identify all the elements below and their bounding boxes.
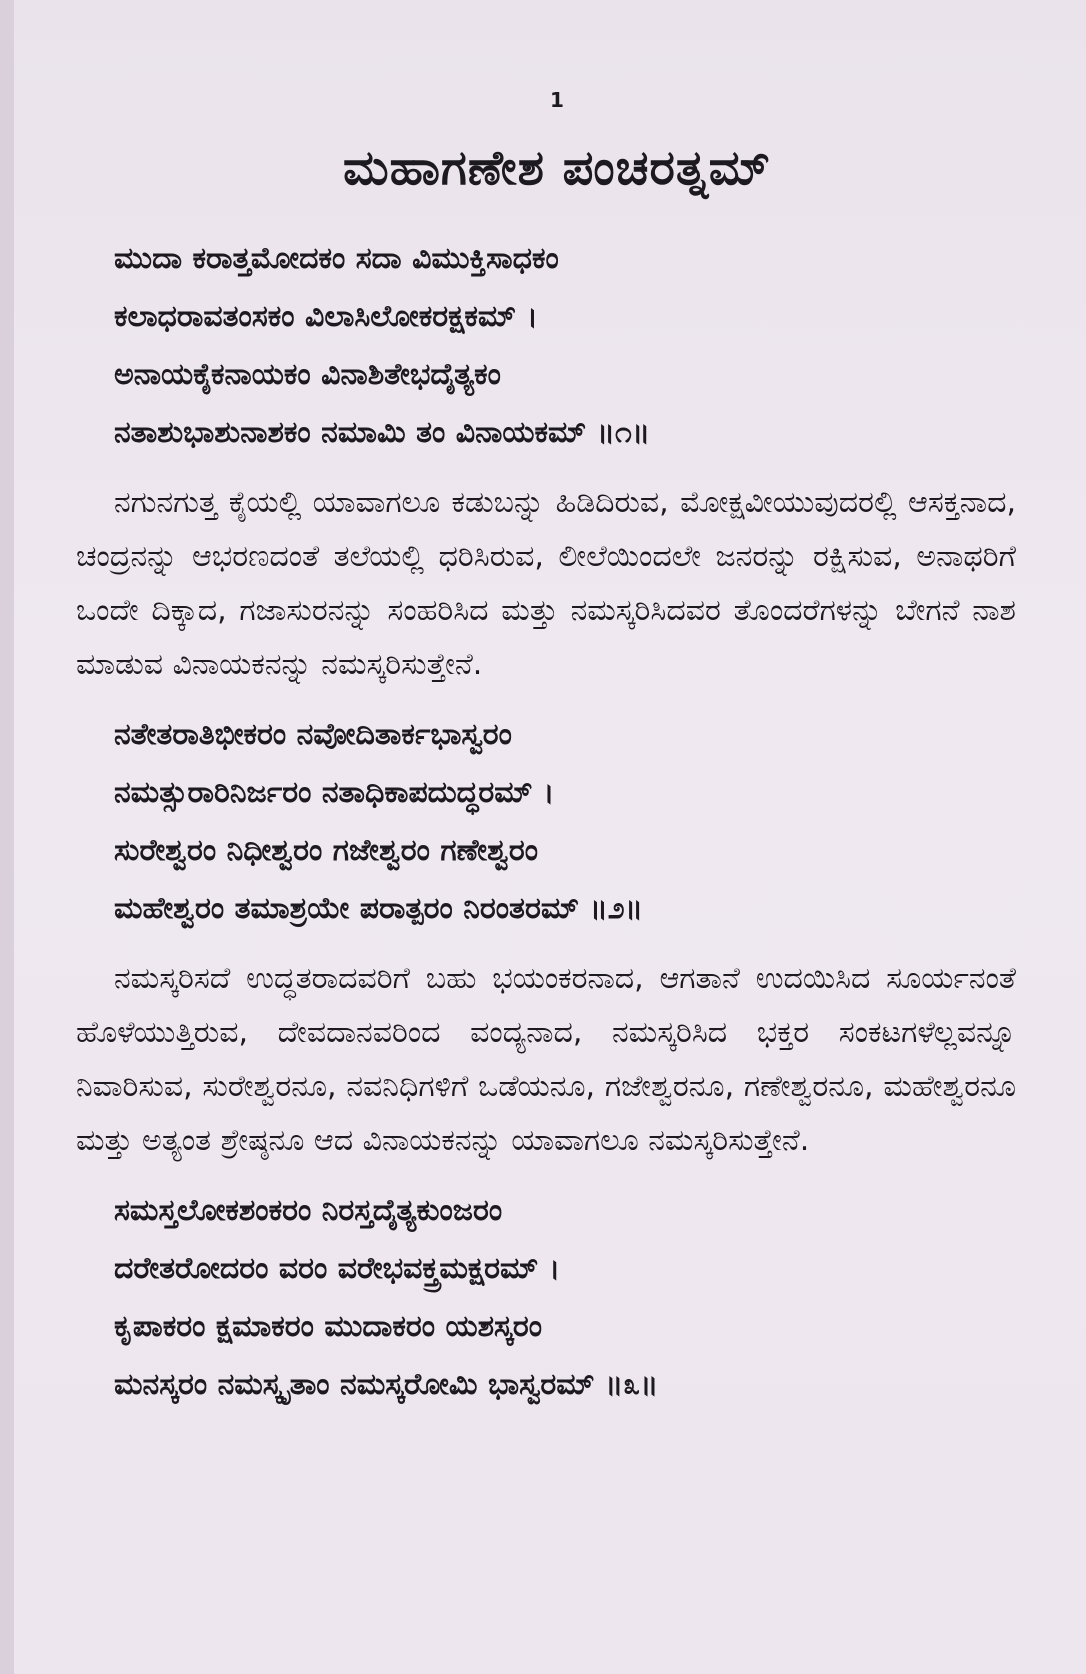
verse-line: ನತಾಶುಭಾಶುನಾಶಕಂ ನಮಾಮಿ ತಂ ವಿನಾಯಕಮ್ ॥೧॥ [114, 415, 651, 450]
verse-2 [114, 706, 1016, 938]
verse-line: ಕಲಾಧರಾವತಂಸಕಂ ವಿಲಾಸಿಲೋಕರಕ್ಷಕಮ್ । [114, 299, 538, 334]
verse-line: ಅನಾಯಕೈಕನಾಯಕಂ ವಿನಾಶಿತೇಭದೈತ್ಯಕಂ [114, 357, 501, 392]
verse-line: ದರೇತರೋದರಂ ವರಂ ವರೇಭವಕ್ತ್ರಮಕ್ಷರಮ್ । [114, 1251, 561, 1286]
verse-line: ನಮತ್ಸುರಾರಿನಿರ್ಜರಂ ನತಾಧಿಕಾಪದುದ್ಧರಮ್ । [114, 775, 555, 810]
verse-line: ಸುರೇಶ್ವರಂ ನಿಧೀಶ್ವರಂ ಗಜೇಶ್ವರಂ ಗಣೇಶ್ವರಂ [114, 833, 539, 868]
verse-line: ಕೃಪಾಕರಂ ಕ್ಷಮಾಕರಂ ಮುದಾಕರಂ ಯಶಸ್ಕರಂ [114, 1309, 542, 1344]
verse-1 [114, 230, 1016, 462]
verse-1-meaning: ನಗುನಗುತ್ತ ಕೈಯಲ್ಲಿ ಯಾವಾಗಲೂ ಕಡುಬನ್ನು ಹಿಡಿದಿರುವ, ಮೋಕ್ಷವೀಯುವುದರಲ್ಲಿ ಆಸಕ್ತನಾದ, ಚಂದ್ರನನ್ನು ಆಭರಣದಂತೆ ತಲೆಯಲ್ಲಿ ಧರಿಸಿರುವ, ಲೀಲೆಯಿಂದಲೇ ಜನರನ್ನು ರಕ್ಷಿಸುವ, ಅನಾಥರಿಗೆ ಒಂದೇ ದಿಕ್ಕಾದ, ಗಜಾಸುರನನ್ನು ಸಂಹರಿಸಿದ ಮತ್ತು ನಮಸ್ಕರಿಸಿದವರ ತೊಂದರೆಗಳನ್ನು ಬೇಗನೆ ನಾಶ ಮಾಡುವ ವಿನಾಯಕನನ್ನು ನಮಸ್ಕರಿಸುತ್ತೇನೆ. [76, 485, 1016, 682]
verse-2-meaning: ನಮಸ್ಕರಿಸದೆ ಉದ್ಧತರಾದವರಿಗೆ ಬಹು ಭಯಂಕರನಾದ, ಆಗತಾನೆ ಉದಯಿಸಿದ ಸೂರ್ಯನಂತೆ ಹೊಳೆಯುತ್ತಿರುವ, ದೇವದಾನವರಿಂದ ವಂದ್ಯನಾದ, ನಮಸ್ಕರಿಸಿದ ಭಕ್ತರ ಸಂಕಟಗಳೆಲ್ಲವನ್ನೂ ನಿವಾರಿಸುವ, ಸುರೇಶ್ವರನೂ, ನವನಿಧಿಗಳಿಗೆ ಒಡೆಯನೂ, ಗಜೇಶ್ವರನೂ, ಗಣೇಶ್ವರನೂ, ಮಹೇಶ್ವರನೂ ಮತ್ತು ಅತ್ಯಂತ ಶ್ರೇಷ್ಠನೂ ಆದ ವಿನಾಯಕನನ್ನು ಯಾವಾಗಲೂ ನಮಸ್ಕರಿಸುತ್ತೇನೆ. [76, 961, 1016, 1158]
page-number: 1 [550, 88, 564, 112]
page-title: ಮಹಾಗಣೇಶ ಪಂಚರತ್ನಮ್ [343, 140, 771, 196]
verse-line: ಸಮಸ್ತಲೋಕಶಂಕರಂ ನಿರಸ್ತದೈತ್ಯಕುಂಜರಂ [114, 1193, 503, 1228]
verse-line: ಮನಸ್ಕರಂ ನಮಸ್ಕೃತಾಂ ನಮಸ್ಕರೋಮಿ ಭಾಸ್ವರಮ್ ॥೩॥ [114, 1367, 659, 1402]
verse-line: ಮಹೇಶ್ವರಂ ತಮಾಶ್ರಯೇ ಪರಾತ್ಪರಂ ನಿರಂತರಮ್ ॥೨॥ [114, 891, 643, 926]
verse-3 [114, 1182, 1016, 1414]
verse-line: ಮುದಾ ಕರಾತ್ತಮೋದಕಂ ಸದಾ ವಿಮುಕ್ತಿಸಾಧಕಂ [114, 241, 559, 276]
page-content [76, 230, 1016, 1428]
verse-line: ನತೇತರಾತಿಭೀಕರಂ ನವೋದಿತಾರ್ಕಭಾಸ್ವರಂ [114, 717, 512, 752]
